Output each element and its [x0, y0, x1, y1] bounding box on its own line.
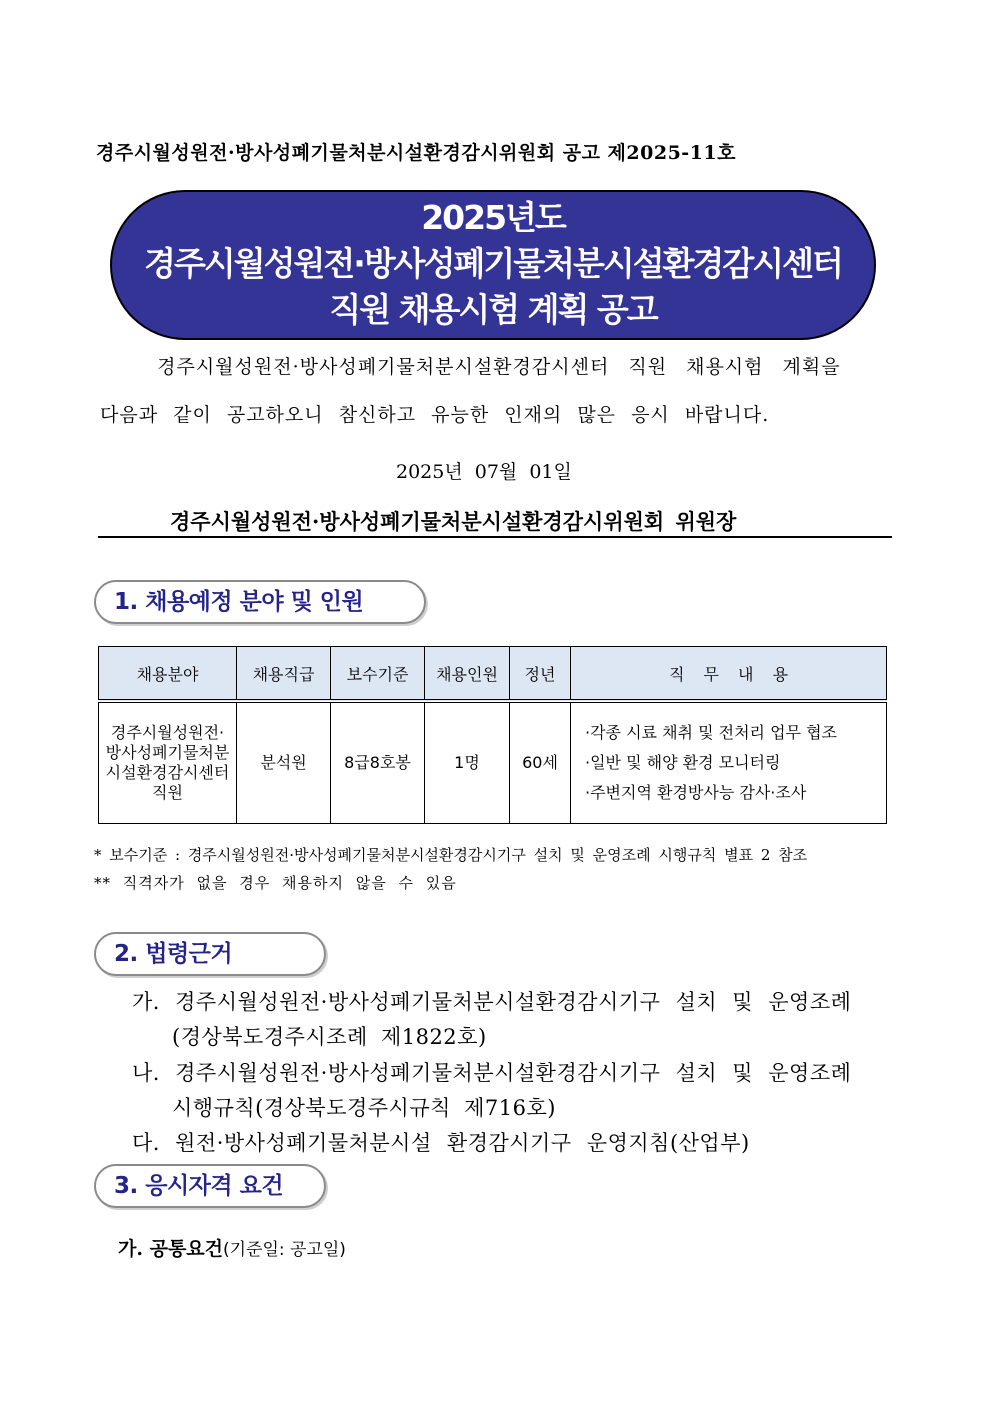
cell-field	[99, 701, 237, 824]
notice-number: 경주시월성원전·방사성폐기물처분시설환경감시위원회 공고 제2025-11호	[96, 142, 736, 164]
section-3-title: 3. 응시자격 요건	[94, 1164, 326, 1208]
field-line: 직원	[152, 783, 183, 802]
banner-org: 경주시월성원전·방사성폐기물처분시설환경감시센터	[144, 244, 842, 283]
requirements-label: 가. 공통요건	[118, 1238, 223, 1260]
section-1-title: 1. 채용예정 분야 및 인원	[94, 580, 426, 624]
cell-count: 1명	[425, 701, 510, 824]
notice-date: 2025년 07월 01일	[396, 461, 572, 483]
duty-item: ·일반 및 해양 환경 모니터링	[585, 753, 781, 772]
field-line: 방사성폐기물처분	[105, 743, 230, 762]
common-requirements	[118, 1234, 346, 1261]
header-retirement: 정년	[510, 647, 571, 702]
field-line: 경주시월성원전·	[110, 723, 225, 742]
banner-subject: 직원 채용시험 계획 공고	[329, 290, 657, 329]
table-row	[99, 701, 887, 824]
header-grade: 채용직급	[237, 647, 331, 702]
law-item-na-cont: 시행규칙(경상북도경주시규칙 제716호)	[172, 1096, 556, 1120]
law-item-ga: 가. 경주시월성원전·방사성폐기물처분시설환경감시기구 설치 및 운영조례	[132, 990, 852, 1014]
header-pay: 보수기준	[331, 647, 425, 702]
law-item-na: 나. 경주시월성원전·방사성폐기물처분시설환경감시기구 설치 및 운영조례	[132, 1061, 852, 1085]
intro-line-1: 경주시월성원전·방사성폐기물처분시설환경감시센터 직원 채용시험 계획을	[157, 356, 841, 378]
intro-line-2: 다음과 같이 공고하오니 참신하고 유능한 인재의 많은 응시 바랍니다.	[100, 404, 770, 426]
note-no-qualified: ** 직격자가 없을 경우 채용하지 않을 수 있음	[94, 874, 457, 892]
field-line: 시설환경감시센터	[105, 763, 230, 782]
recruitment-table	[98, 646, 887, 824]
table-header-row	[99, 647, 887, 702]
cell-duties	[571, 701, 887, 824]
divider	[98, 536, 892, 538]
note-pay-standard: * 보수기준 : 경주시월성원전·방사성폐기물처분시설환경감시기구 설치 및 운영조례 시행규칙 별표 2 참조	[94, 846, 808, 864]
law-item-ga-cont: (경상북도경주시조례 제1822호)	[172, 1025, 487, 1049]
header-duties: 직 무 내 용	[571, 647, 887, 702]
title-banner	[110, 190, 876, 340]
issuer-name: 경주시월성원전·방사성폐기물처분시설환경감시위원회 위원장	[170, 509, 737, 534]
duty-item: ·각종 시료 채취 및 전처리 업무 협조	[585, 723, 837, 742]
cell-grade: 분석원	[237, 701, 331, 824]
cell-pay: 8급8호봉	[331, 701, 425, 824]
duty-item: ·주변지역 환경방사능 감사·조사	[585, 783, 807, 802]
law-item-da: 다. 원전·방사성폐기물처분시설 환경감시기구 운영지침(산업부)	[132, 1131, 750, 1155]
section-2-title: 2. 법령근거	[94, 932, 326, 976]
header-field: 채용분야	[99, 647, 237, 702]
cell-retirement: 60세	[510, 701, 571, 824]
header-count: 채용인원	[425, 647, 510, 702]
requirements-basis: (기준일: 공고일)	[223, 1240, 346, 1260]
banner-year: 2025년도	[421, 198, 565, 237]
